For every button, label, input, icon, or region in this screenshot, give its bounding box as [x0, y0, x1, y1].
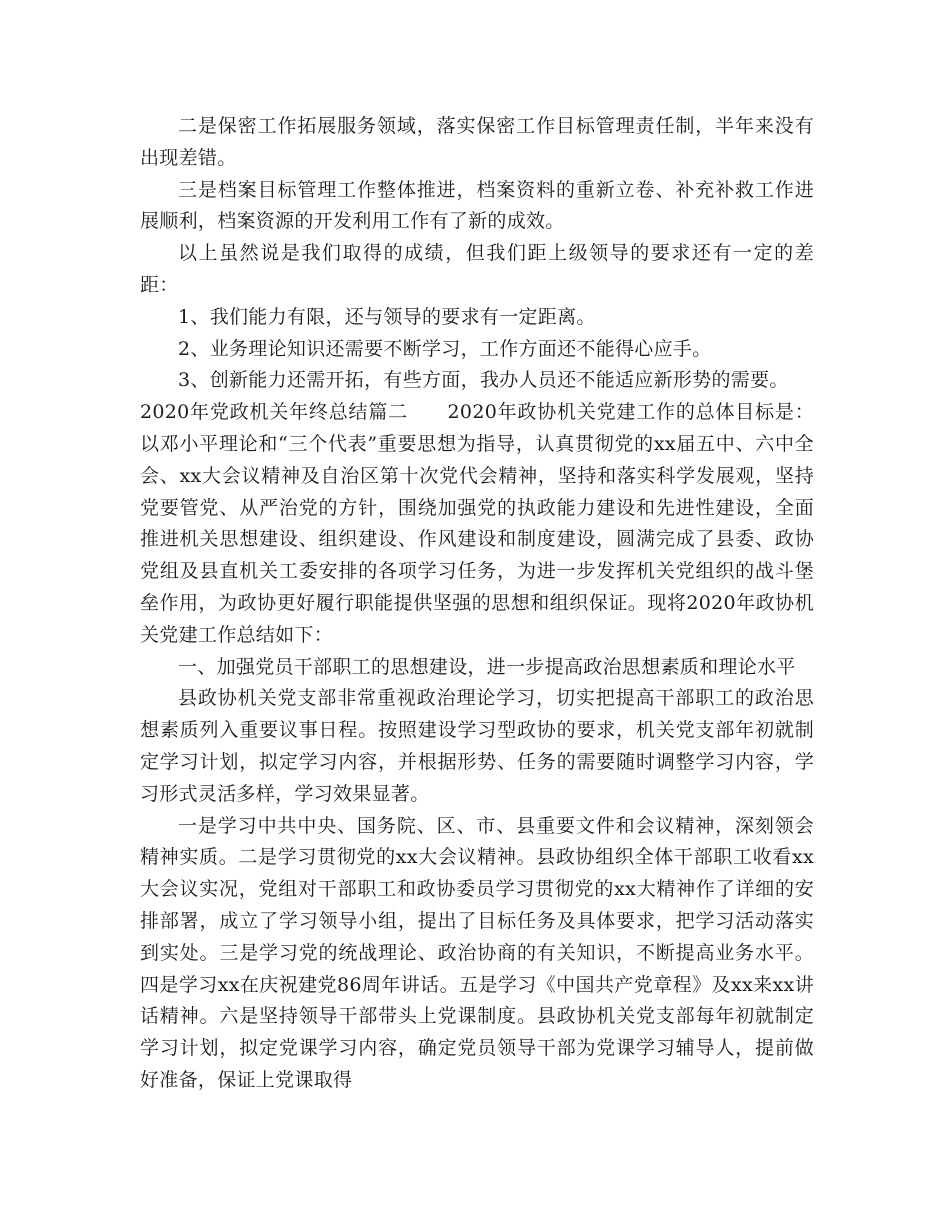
paragraph-4: 1、我们能力有限，还与领导的要求有一定距离。: [178, 305, 596, 328]
paragraph-6: 3、创新能力还需开拓，有些方面，我办人员还不能适应新形势的需要。: [178, 369, 789, 392]
paragraph-1: 二是保密工作拓展服务领域，落实保密工作目标管理责任制，半年来没有出现差错。: [140, 115, 814, 169]
document-body: [140, 111, 814, 1097]
paragraph-9: 县政协机关党支部非常重视政治理论学习，切实把提高干部职工的政治思想素质列入重要议事日程。按照建设学习型政协的要求，机关党支部年初就制定学习计划，拟定学习内容，并根据形势、任务的需要随时调整学习内容，学习形式灵活多样，学习效果显著。: [140, 687, 814, 805]
paragraph-3: 以上虽然说是我们取得的成绩，但我们距上级领导的要求还有一定的差距：: [140, 242, 814, 296]
paragraph-2: 三是档案目标管理工作整体推进，档案资料的重新立卷、补充补救工作进展顺利，档案资源的开发利用工作有了新的成效。: [140, 178, 814, 233]
paragraph-8: 一、加强党员干部职工的思想建设，进一步提高政治思想素质和理论水平: [178, 655, 796, 678]
paragraph-5: 2、业务理论知识还需要不断学习，工作方面还不能得心应手。: [178, 337, 712, 360]
paragraph-10: 一是学习中共中央、国务院、区、市、县重要文件和会议精神，深刻领会精神实质。二是学习贯彻党的xx大会议精神。县政协组织全体干部职工收看xx大会议实况，党组对干部职工和政协委员学习贯彻党的xx大精神作了详细的安排部署，成立了学习领导小组，提出了目标任务及具体要求，把学习活动落实到实处。三是学习党的统战理论、政治协商的有关知识，不断提高业务水平。四是学习xx在庆祝建党86周年讲话。五是学习《中国共产党章程》及xx来xx讲话精神。六是坚持领导干部带头上党课制度。县政协机关党支部每年初就制定学习计划，拟定党课学习内容，确定党员领导干部为党课学习辅导人，提前做好准备，保证上党课取得: [140, 814, 814, 1091]
section-heading-paragraph: 2020年党政机关年终总结篇二 2020年政协机关党建工作的总体目标是：以邓小平理论和“三个代表”重要思想为指导，认真贯彻党的xx届五中、六中全会、xx大会议精神及自治区第十次党代会精神，坚持和落实科学发展观，坚持党要管党、从严治党的方针，围绕加强党的执政能力建设和先进性建设，全面推进机关思想建设、组织建设、作风建设和制度建设，圆满完成了县委、政协党组及县直机关工委安排的各项学习任务，为进一步发挥机关党组织的战斗堡垒作用，为政协更好履行职能提供坚强的思想和组织保证。现将2020年政协机关党建工作总结如下：: [140, 401, 814, 646]
